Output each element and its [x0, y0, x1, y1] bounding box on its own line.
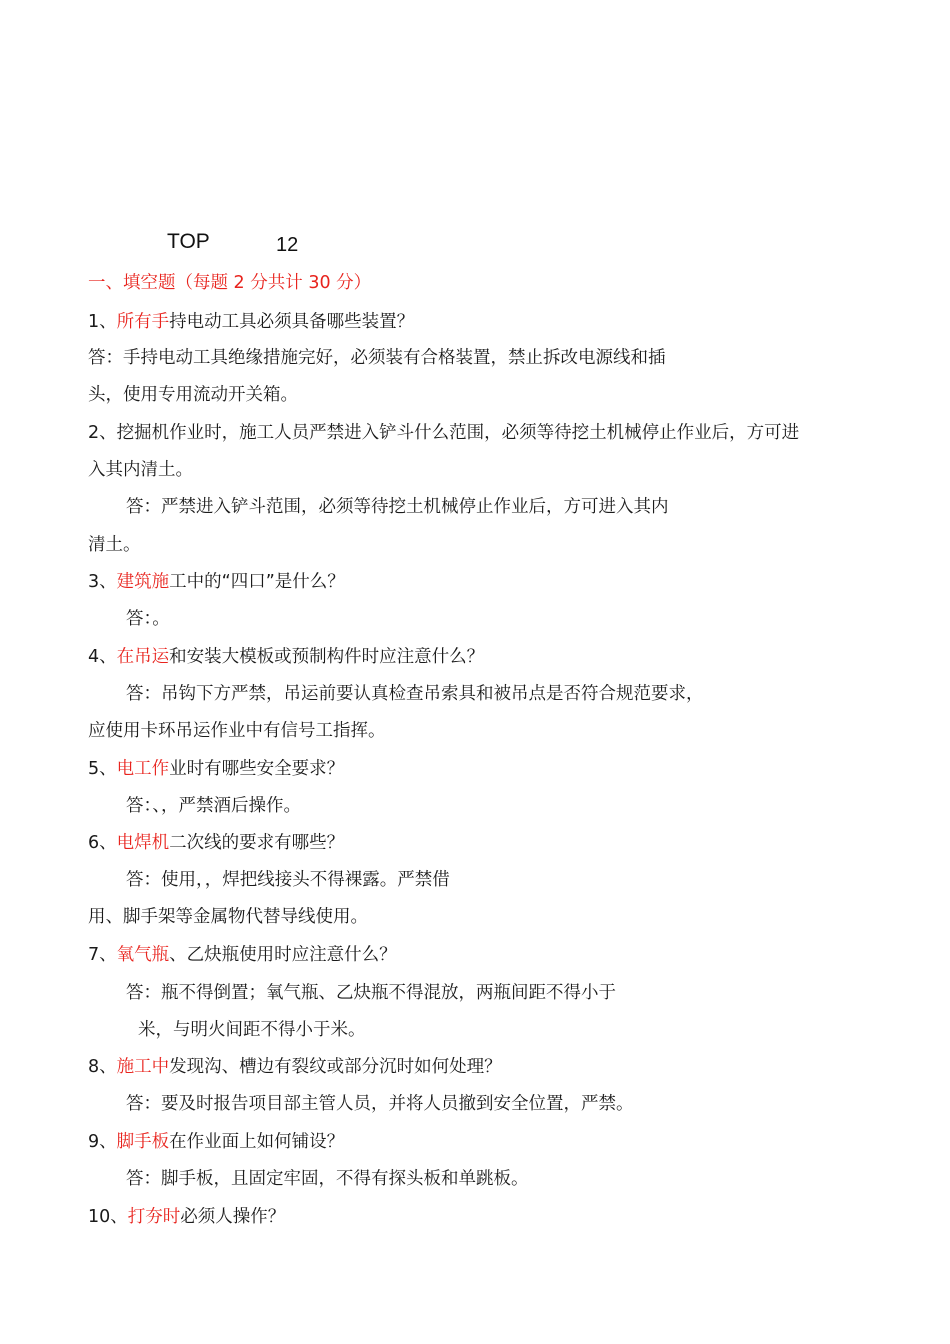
- question-highlight: 在吊运: [116, 647, 170, 667]
- header-top-label: TOP: [167, 230, 210, 253]
- question-number: 7、: [88, 945, 117, 965]
- question-number: 5、: [88, 759, 117, 779]
- answer-7-line-1: 答：瓶不得倒置；氧气瓶、乙炔瓶不得混放，两瓶间距不得小于: [126, 983, 616, 1003]
- question-5: [88, 757, 344, 781]
- question-text: 必须人操作？: [180, 1207, 286, 1227]
- answer-8-line-1: 答：要及时报告项目部主管人员，并将人员撤到安全位置，严禁。: [126, 1094, 634, 1114]
- question-number: 9、: [88, 1132, 117, 1152]
- question-7: [88, 943, 397, 967]
- question-4: [88, 645, 484, 669]
- question-number: 1、: [88, 312, 117, 332]
- header-page-number: 12: [276, 234, 299, 256]
- answer-6-line-1: 答：使用，，焊把线接头不得裸露。严禁借: [126, 870, 450, 890]
- question-10: [88, 1205, 285, 1229]
- question-8: [88, 1055, 502, 1079]
- answer-6-line-2: 用、脚手架等金属物代替导线使用。: [88, 907, 368, 927]
- question-highlight: 建筑施: [116, 572, 170, 592]
- answer-3-line-1: 答：。: [126, 609, 170, 629]
- answer-7-line-2: 米，与明火间距不得小于米。: [138, 1020, 366, 1040]
- question-highlight: 脚手板: [116, 1132, 170, 1152]
- question-2-line-1: 2、挖掘机作业时，施工人员严禁进入铲斗什么范围，必须等待挖土机械停止作业后，方可进: [88, 423, 800, 443]
- question-1: [88, 310, 414, 334]
- answer-1-line-1: 答：手持电动工具绝缘措施完好，必须装有合格装置，禁止拆改电源线和插: [88, 348, 666, 368]
- question-text: 业时有哪些安全要求？: [169, 759, 345, 779]
- question-highlight: 氧气瓶: [116, 945, 170, 965]
- answer-9-line-1: 答：脚手板，且固定牢固，不得有探头板和单跳板。: [126, 1169, 529, 1189]
- question-text: 和安装大模板或预制构件时应注意什么？: [169, 647, 485, 667]
- question-highlight: 电焊机: [116, 833, 170, 853]
- answer-4-line-2: 应使用卡环吊运作业中有信号工指挥。: [88, 721, 386, 741]
- question-number: 4、: [88, 647, 117, 667]
- question-text: 二次线的要求有哪些？: [169, 833, 345, 853]
- question-3: [88, 570, 345, 594]
- question-number: 8、: [88, 1057, 117, 1077]
- question-highlight: 电工作: [116, 759, 170, 779]
- question-text: 持电动工具必须具备哪些装置？: [169, 312, 415, 332]
- question-text: 在作业面上如何铺设？: [169, 1132, 345, 1152]
- answer-1-line-2: 头，使用专用流动开关箱。: [88, 385, 298, 405]
- question-highlight: 打夯时: [127, 1207, 181, 1227]
- answer-5-line-1: 答：、，严禁酒后操作。: [126, 796, 301, 816]
- question-text: 发现沟、槽边有裂纹或部分沉时如何处理？: [169, 1057, 502, 1077]
- question-text: 工中的“四口”是什么？: [169, 572, 345, 592]
- question-2-line-2: 入其内清土。: [88, 460, 193, 480]
- question-text: 、乙炔瓶使用时应注意什么？: [169, 945, 397, 965]
- question-highlight: 所有手: [116, 312, 170, 332]
- answer-4-line-1: 答：吊钩下方严禁，吊运前要认真检查吊索具和被吊点是否符合规范要求，: [126, 684, 704, 704]
- question-number: 10、: [88, 1207, 128, 1227]
- question-highlight: 施工中: [116, 1057, 170, 1077]
- question-6: [88, 831, 344, 855]
- section-title: 一、填空题（每题 2 分共计 30 分）: [88, 273, 372, 293]
- question-9: [88, 1130, 344, 1154]
- question-number: 6、: [88, 833, 117, 853]
- answer-2-line-2: 清土。: [88, 535, 141, 555]
- question-number: 3、: [88, 572, 117, 592]
- answer-2-line-1: 答：严禁进入铲斗范围，必须等待挖土机械停止作业后，方可进入其内: [126, 497, 669, 517]
